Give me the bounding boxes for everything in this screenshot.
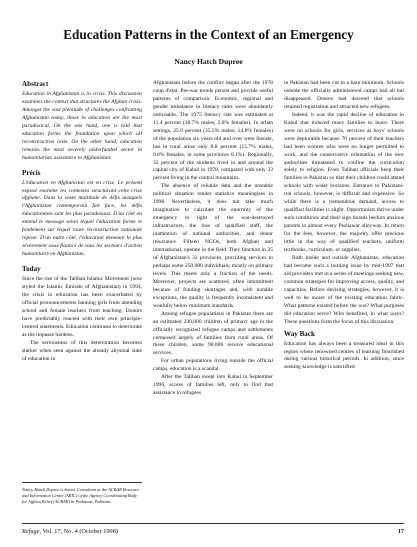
today-heading: Today [22,265,41,274]
abstract-heading: Abstract [22,80,49,88]
col3-paragraph-4: Education has always been a treasured ideal in this region where renowned centres of learning flourished during various historical periods. In addition, since seeking knowledge is sanctified [284,340,404,371]
precis-text: L'éducation en Afghanistan est en crise. Le présent exposé examine les contextes structurant cette crise afghane. Dans la vaste multitude de défis auxquels l'Afghanistan contemporain fait face, les défis éducationnels sont les plus paradoxaux. D'un côté on entend le message selon lequel l'éducation forme le fondement sur lequel toute reconstruction nationale repose. D'un autre côté, l'éducation demeure le plus sévèrement sous-financé de tous les secteurs d'action humanitaire en Afghanistan. [22,179,142,258]
abstract-text: Education in Afghanistan is in crisis. This discussion examines the context that structures the Afghan crisis. Amongst the vast plenitude of challenges confronting Afghanistan today, those in education are the most paradoxical. On the one hand, one is told that education forms the foundation upon which all reconstruction rests. On the other hand, education remains the most severely underfunded sector in humanitarian assistance to Afghanistan. [22,91,142,161]
today-paragraph-2: The seriousness of this deterioration becomes starker when seen against the already abysmal state of education in [22,339,142,362]
col3-paragraph-2: Indeed, it was the rapid decline of education in Kabul that induced many families to leave. There were no schools for girls, services at boys' schools were deplorable because 70 percent of their teachers had been women who were no longer permitted to work, and the conservative orientation of the new authorities threatened to confine the curriculum solely to religion. Even Taliban officials keep their families in Pakistan so that their children could attend schools with wider horizons. Entrance to Pakistani-run schools, however, is difficult and expensive. So while there is a tremendous demand, access to qualified facilities is slight. Opportunists thrive under such conditions and their sign boards beckon anxious parents in almost every Peshawar alleyway. In return for the fees, however, the majority offer precious little in the way of qualified teachers, uniform textbooks, curriculum, or supplies. [284,111,404,254]
author-footnote: Nancy Hatch Dupree is Senior Consultant at the ACBAR Resource and Information Centre (ARIC) of the Agency Coordinating Body for Afghan Relief (ACBAR) in Peshawar, Pakistan. [22,487,140,505]
col2-paragraph-3: Among refugee populations in Pakistan there are an estimated 230,000 children of primary age in the officially recognized refugee camps and settlements composed largely of families from rural areas. Of these children, some 90,000 receive educational services. [153,310,273,357]
journal-citation [22,528,118,535]
col2-paragraph-1: Afghanistan before the conflict began after the 1978 coup d'etat. Pre-war trends persist and provide useful patterns of comparison. Economic, regional and gender imbalance in literacy rates were abundantly noticeable. The 1975 literacy rate was estimated at 11.4 percent (18.7% males; 2.8% females). In urban settings, 25.9 percent (35.5% males; 14.8% females) of the population six years old and over were literate, but in rural areas only 8.8 percent (15.7% males, 0.6% females, in some provinces 0.1%). Regionally, 32 percent of the students lived in and around the capital city of Kabul in 1978, compared with only 33 percent living in the central mountains. [153,80,273,182]
column-3 [284,80,404,372]
journal-name: Refuge [22,528,40,535]
column-1 [22,80,142,364]
col2-paragraph-2: The absence of reliable data and the unstable political situation render statistics meaningless in 1998. Nevertheless, it does not take much imagination to calculate the enormity of the emergency in light of the war-destroyed infrastructure, the loss of qualified staff, the inattention of national authorities, and donor reluctance. Fifteen NGOs, both Afghan and international, operate in the field. They function in 25 of Afghanistan's 32 provinces, providing services to perhaps some 250,000 individuals, mostly on primary levels. This meets only a fraction of the needs. Moreover, projects are scattered, often intermittent because of funding shortages and, with notable exceptions, the quality is frequently inconsistent and woefully below minimum standards. [153,183,273,309]
col2-paragraph-5: After the Taliban swept into Kabul in September 1996, scores of families left, only to find that assistance to refugees [153,374,273,397]
column-2 [153,80,273,398]
col3-paragraph-1: in Pakistan had been cut to a bare minimum. Schools outside the officially administered camps had all but disappeared. Donors had decreed that schools retained registration and attracted new refugees. [284,80,404,110]
article-title: Education Patterns in the Context of an Emergency [63,27,354,42]
footnote-rule [22,482,142,483]
col2-paragraph-4: For urban populations living outside the official camps, education is a scandal. [153,358,273,373]
precis-heading: Précis [22,168,41,177]
journal-issue: , Vol. 17, No. 4 (October 1998) [39,528,118,535]
today-paragraph-1: Since the rise of the Taliban Islamic Movement (now styled the Islamic Emirate of Afghanistan) in 1994, the crisis in education has been exacerbated by official pronouncements banning girls from attending school and female teachers from teaching. Donors have predictably reacted with their own principle-centred statements. Education continues to deteriorate as the impasse hardens. [22,276,142,338]
page-number: 17 [397,528,404,535]
author-name: Nancy Hatch Dupree [174,57,243,66]
col3-paragraph-3: Both inside and outside Afghanistan, education had become such a burning issue by mid-1997 that aid providers met in a series of meetings seeking new, common strategies for improving access, quality, and capacities. Before devising strategies, however, it is well to be aware of the existing education fabric. What patterns existed before the war? What purposes did education serve? Who benefited, in what ways? These questions form the focus of this discussion. [284,254,404,325]
footer-rule [22,523,404,524]
way-back-heading: Way Back [284,329,315,338]
